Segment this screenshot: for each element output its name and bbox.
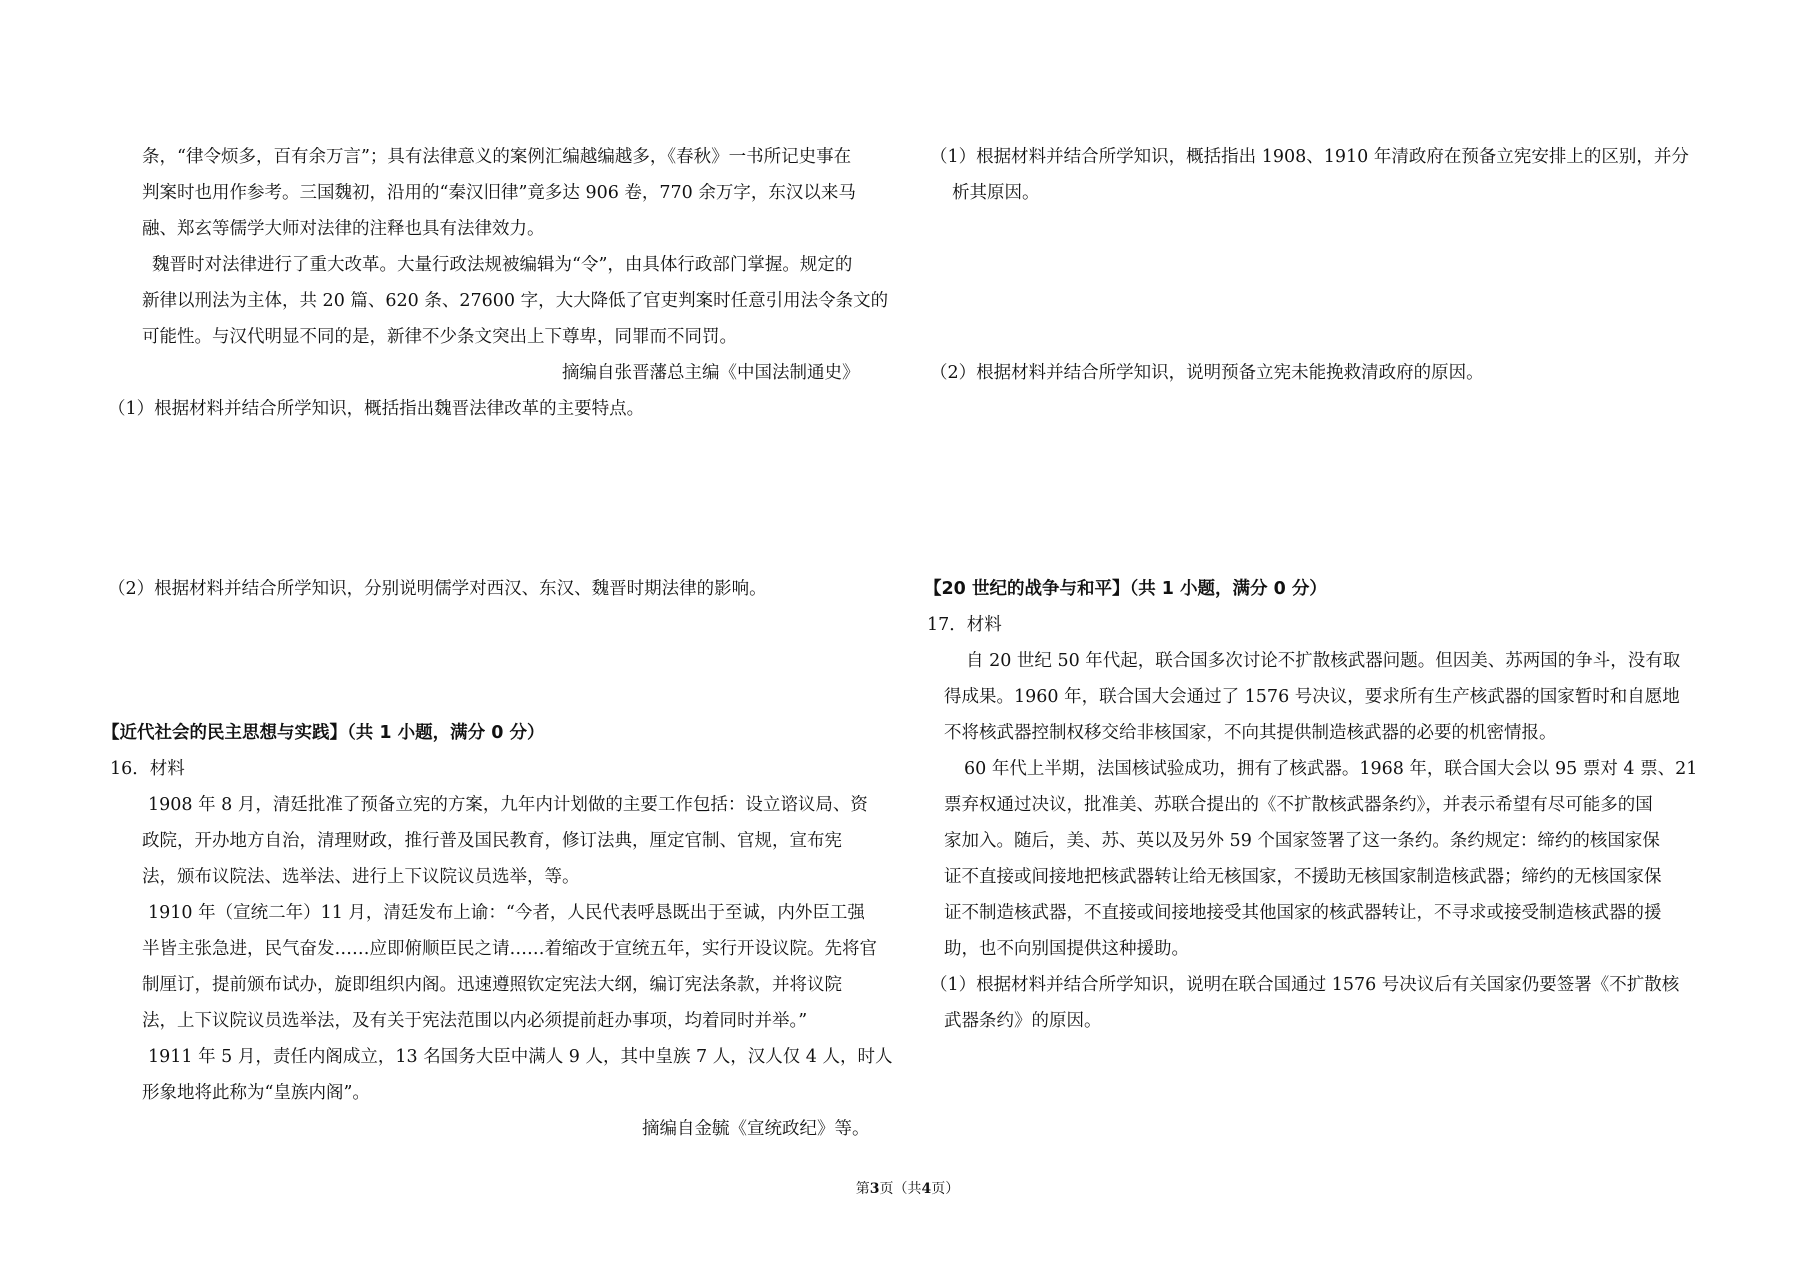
question-1: （1）根据材料并结合所学知识，概括指出魏晋法律改革的主要特点。 [108, 399, 645, 419]
paragraph-line: 法，颁布议院法、选举法、进行上下议院议员选举，等。 [142, 867, 580, 887]
paragraph-line: 制厘订，提前颁布试办，旋即组织内阁。迅速遵照钦定宪法大纲，编订宪法条款，并将议院 [142, 975, 842, 995]
paragraph-line: 票弃权通过决议，批准美、苏联合提出的《不扩散核武器条约》，并表示希望有尽可能多的国 [944, 795, 1653, 815]
paragraph-line: 1908 年 8 月，清廷批准了预备立宪的方案，九年内计划做的主要工作包括：设立谘议局、资 [148, 795, 868, 815]
question-number: 16．材料 [110, 759, 185, 779]
paragraph-line: 条，“律令烦多，百有余万言”；具有法律意义的案例汇编越编越多，《春秋》一书所记史事在 [142, 147, 852, 167]
question-2: （2）根据材料并结合所学知识，分别说明儒学对西汉、东汉、魏晋时期法律的影响。 [108, 579, 767, 599]
paragraph-line: 可能性。与汉代明显不同的是，新律不少条文突出上下尊卑，同罪而不同罚。 [142, 327, 737, 347]
section-heading: 【近代社会的民主思想与实践】（共 1 小题，满分 0 分） [102, 723, 545, 743]
paragraph-line: 法，上下议院议员选举法，及有关于宪法范围以内必须提前赶办事项，均着同时并举。” [142, 1011, 808, 1031]
paragraph-line: 不将核武器控制权移交给非核国家，不向其提供制造核武器的必要的机密情报。 [944, 723, 1557, 743]
paragraph-line: 60 年代上半期，法国核试验成功，拥有了核武器。1968 年，联合国大会以 95 票对 4 票、21 [964, 759, 1698, 779]
paragraph-line: 新律以刑法为主体，共 20 篇、620 条、27600 字，大大降低了官吏判案时任意引用法令条文的 [142, 291, 889, 311]
question-1-continuation: 析其原因。 [952, 183, 1040, 203]
paragraph-line: 1911 年 5 月，责任内阁成立，13 名国务大臣中满人 9 人，其中皇族 7 人，汉人仅 4 人，时人 [148, 1047, 893, 1067]
paragraph-line: 1910 年（宣统二年）11 月，清廷发布上谕：“今者，人民代表呼恳既出于至诚，内外臣工强 [148, 903, 865, 923]
paragraph-line: 魏晋时对法律进行了重大改革。大量行政法规被编辑为“令”，由具体行政部门掌握。规定的 [152, 255, 853, 275]
paragraph-line: 证不制造核武器，不直接或间接地接受其他国家的核武器转让，不寻求或接受制造核武器的援 [944, 903, 1662, 923]
total-pages: 4 [921, 1181, 932, 1197]
paragraph-line: 融、郑玄等儒学大师对法律的注释也具有法律效力。 [142, 219, 545, 239]
paragraph-line: 得成果。1960 年，联合国大会通过了 1576 号决议，要求所有生产核武器的国家暂时和自愿地 [944, 687, 1680, 707]
question-1: （1）根据材料并结合所学知识，说明在联合国通过 1576 号决议后有关国家仍要签署《不扩散核 [930, 975, 1680, 995]
paragraph-line: 家加入。随后，美、苏、英以及另外 59 个国家签署了这一条约。条约规定：缔约的核国家保 [944, 831, 1660, 851]
footer-prefix: 第 [855, 1181, 870, 1197]
source-citation: 摘编自金毓《宣统政纪》等。 [642, 1119, 870, 1139]
question-1-continuation: 武器条约》的原因。 [944, 1011, 1102, 1031]
paragraph-line: 助，也不向别国提供这种援助。 [944, 939, 1189, 959]
paragraph-line: 证不直接或间接地把核武器转让给无核国家，不援助无核国家制造核武器；缔约的无核国家保 [944, 867, 1662, 887]
paragraph-line: 政院，开办地方自治，清理财政，推行普及国民教育，修订法典，厘定官制、官规，宣布宪 [142, 831, 842, 851]
paragraph-line: 形象地将此称为“皇族内阁”。 [142, 1083, 370, 1103]
question-number: 17．材料 [927, 615, 1002, 635]
page-number: 3 [869, 1181, 880, 1197]
page-footer [0, 1180, 1815, 1198]
section-heading: 【20 世纪的战争与和平】（共 1 小题，满分 0 分） [924, 579, 1327, 599]
question-1: （1）根据材料并结合所学知识，概括指出 1908、1910 年清政府在预备立宪安排上的区别，并分 [930, 147, 1689, 167]
footer-suffix: 页） [931, 1181, 960, 1197]
question-2: （2）根据材料并结合所学知识，说明预备立宪未能挽救清政府的原因。 [930, 363, 1484, 383]
paragraph-line: 半皆主张急进，民气奋发……应即俯顺臣民之请……着缩改于宣统五年，实行开设议院。先将官 [142, 939, 877, 959]
source-citation: 摘编自张晋藩总主编《中国法制通史》 [562, 363, 860, 383]
paragraph-line: 自 20 世纪 50 年代起，联合国多次讨论不扩散核武器问题。但因美、苏两国的争斗，没有取 [966, 651, 1681, 671]
paragraph-line: 判案时也用作参考。三国魏初，沿用的“秦汉旧律”竟多达 906 卷，770 余万字，东汉以来马 [142, 183, 856, 203]
footer-middle: 页（共 [879, 1181, 922, 1197]
